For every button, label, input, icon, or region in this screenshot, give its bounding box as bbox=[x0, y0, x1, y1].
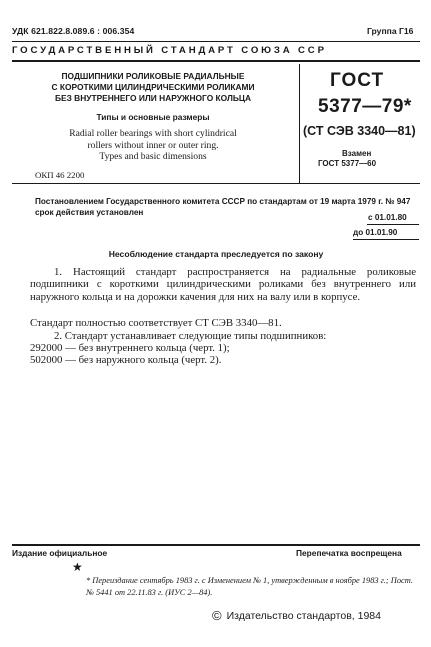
copyright-text: Издательство стандартов, 1984 bbox=[226, 610, 381, 622]
footer-rule bbox=[12, 544, 420, 546]
date-underline bbox=[353, 239, 419, 240]
russian-subtitle: Типы и основные размеры bbox=[96, 112, 210, 122]
reissue-note: * Переиздание сентябрь 1983 г. с Изменением № 1, утвержденным в ноябре 1983 г.; Пост. № 5441 от 22.11.83 г. (ИУС 2—84). bbox=[86, 576, 413, 597]
replaces-label: Взамен bbox=[342, 149, 372, 158]
replaced-standard: ГОСТ 5377—60 bbox=[318, 159, 377, 168]
state-standard-heading: ГОСУДАРСТВЕННЫЙ СТАНДАРТ СОЮЗА ССР bbox=[12, 45, 327, 56]
okp-code: ОКП 46 2200 bbox=[35, 170, 85, 180]
violation-notice: Несоблюдение стандарта преследуется по закону bbox=[108, 249, 324, 259]
date-underline bbox=[367, 224, 419, 225]
sev-designation: (СТ СЭВ 3340—81) bbox=[303, 124, 416, 138]
official-edition-label: Издание официальное bbox=[12, 548, 108, 558]
english-title-line: Types and basic dimensions bbox=[99, 151, 207, 163]
english-title-line: rollers without inner or outer ring. bbox=[87, 139, 219, 151]
gost-number: 5377—79* bbox=[318, 96, 412, 117]
gost-label: ГОСТ bbox=[330, 70, 385, 91]
title-block-rule bbox=[12, 183, 420, 184]
bearing-type-item: 502000 — без наружного кольца (черт. 2). bbox=[30, 354, 222, 366]
russian-title-line: БЕЗ ВНУТРЕННЕГО ИЛИ НАРУЖНОГО КОЛЬЦА bbox=[54, 93, 252, 104]
star-icon: ★ bbox=[72, 560, 83, 574]
copyright-line bbox=[212, 608, 381, 623]
english-title bbox=[12, 128, 294, 163]
reprint-prohibited-label: Перепечатка воспрещена bbox=[296, 548, 402, 558]
validity-start-date: с 01.01.80 bbox=[368, 213, 407, 222]
title-divider bbox=[299, 64, 300, 183]
english-title-line: Radial roller bearings with short cylindrical bbox=[69, 128, 237, 139]
udk-code: УДК 621.822.8.089.6 : 006.354 bbox=[12, 26, 135, 36]
header-rule bbox=[12, 41, 420, 42]
resolution-text: Постановлением Государственного комитета СССР по стандартам от 19 марта 1979 г. № 947 срок действия установлен bbox=[35, 197, 411, 218]
bearing-type-item: 292000 — без внутреннего кольца (черт. 1); bbox=[30, 342, 230, 354]
validity-end-date: до 01.01.90 bbox=[353, 228, 398, 237]
russian-title-line: ПОДШИПНИКИ РОЛИКОВЫЕ РАДИАЛЬНЫЕ bbox=[61, 71, 245, 81]
copyright-icon: © bbox=[212, 608, 222, 623]
russian-title-line: С КОРОТКИМИ ЦИЛИНДРИЧЕСКИМИ РОЛИКАМИ bbox=[51, 82, 255, 93]
group-code: Группа Г16 bbox=[367, 26, 414, 36]
types-paragraph: 2. Стандарт устанавливает следующие типы подшипников: bbox=[54, 330, 327, 342]
heading-rule bbox=[12, 60, 420, 62]
scope-paragraph: 1. Настоящий стандарт распространяется на радиальные роликовые подшипники с короткими цилиндрическими роликами без внутреннего или наружного кольца и на дорожки качения для них на валу или в корпусе. bbox=[30, 266, 416, 303]
russian-title bbox=[12, 71, 294, 105]
conformity-paragraph: Стандарт полностью соответствует СТ СЭВ 3340—81. bbox=[30, 317, 282, 329]
